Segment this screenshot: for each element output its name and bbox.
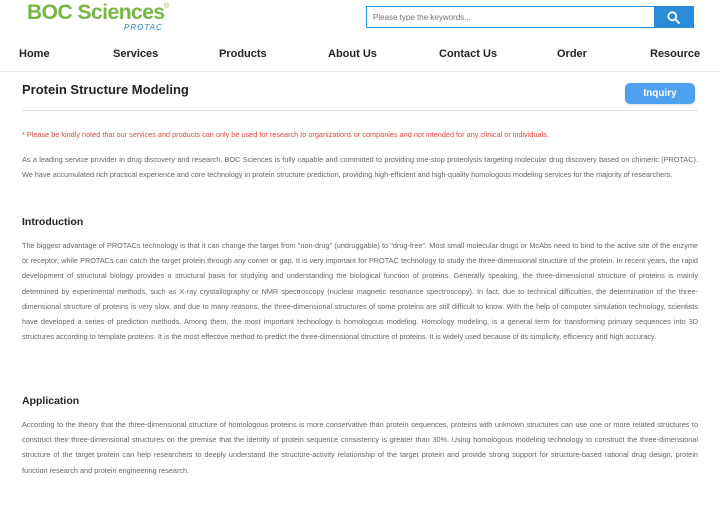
nav-item-order[interactable]: Order — [557, 48, 587, 60]
page-title: Protein Structure Modeling — [22, 82, 189, 97]
logo-main-text: BOC Sciences — [27, 1, 165, 24]
nav-item-contact-us[interactable]: Contact Us — [439, 48, 498, 60]
section-heading-introduction: Introduction — [22, 216, 84, 228]
boc-sciences-logo[interactable] — [27, 1, 177, 35]
logo-registered-mark: ® — [164, 3, 170, 10]
site-header — [0, 0, 720, 38]
section-body-introduction: The biggest advantage of PROTACs technology is that it can change the target from "non-drug" (undruggable) to "drug-free". Most small molecular drugs or McAbs need to bind to the active site of the enzyme or receptor, while PROTACs can catch the target protein through any corner or gap. It is very important for PROTAC technology to study the three-dimensional structure of the protein. In recent years, the rapid development of structural biology provides a structural basis for studying and understanding the biological function of proteins. Generally speaking, the three-dimensional structure of proteins is mainly determined by experimental methods, such as X-ray crystallography or NMR spectroscopy (nuclear magnetic resonance spectroscopy). In fact, due to technical difficulties, the determination of the three-dimensional structure of proteins is very slow, and due to many reasons, the three-dimensional structures of some proteins are still difficult to know. With the help of computer simulation technology, scientists have developed a series of prediction methods. Among them, the most important technology is homologous modeling. Homology modeling, is a general term for transforming primary sequences into 3D structures according to template proteins. It is the most effective method to predict the three-dimensional structure of proteins. It is widely used because of its simplicity, efficiency and high accuracy. — [22, 241, 698, 342]
inquiry-button[interactable]: Inquiry — [625, 83, 695, 104]
nav-item-resource[interactable]: Resource — [650, 48, 701, 60]
research-use-notice: * Please be kindly noted that our services and products can only be used for research to organizations or companies and not intended for any clinical or individuals. — [22, 130, 549, 139]
nav-item-about-us[interactable]: About Us — [328, 48, 377, 60]
nav-item-services[interactable]: Services — [113, 48, 159, 60]
search-icon — [667, 11, 680, 24]
nav-item-products[interactable]: Products — [219, 48, 267, 60]
title-row — [22, 81, 698, 111]
main-content — [0, 73, 720, 509]
logo-subtitle: PROTAC — [124, 23, 163, 32]
search-input[interactable] — [367, 7, 654, 27]
nav-item-home[interactable]: Home — [19, 48, 50, 60]
intro-paragraph: As a leading service provider in drug discovery and research, BOC Sciences is fully capable and committed to providing one-stop proteolysis targeting molecular drug discovery based on chimeric (PROTAC). We have accumulated rich practical experience and core technology in protein structure prediction, providing high-efficient and high-quality homologous modeling services for the majority of researchers. — [22, 155, 698, 180]
section-heading-application: Application — [22, 395, 80, 407]
search-bar — [366, 6, 694, 28]
main-nav — [0, 38, 720, 72]
search-button[interactable] — [654, 7, 693, 27]
section-body-application: According to the theory that the three-dimensional structure of homologous proteins is more conservative than protein sequences, proteins with unknown structures can use one or more related structures to construct their three-dimensional structures on the premise that the identity of protein sequence consistency is greater than 30%. Using homologous modeling technology to construct the three-dimensional structure of the target protein can help researchers to deeply understand the structure-activity relationship of the target protein and provide strong support for structure-based rational drug design, protein function research and protein engineering research. — [22, 420, 698, 475]
